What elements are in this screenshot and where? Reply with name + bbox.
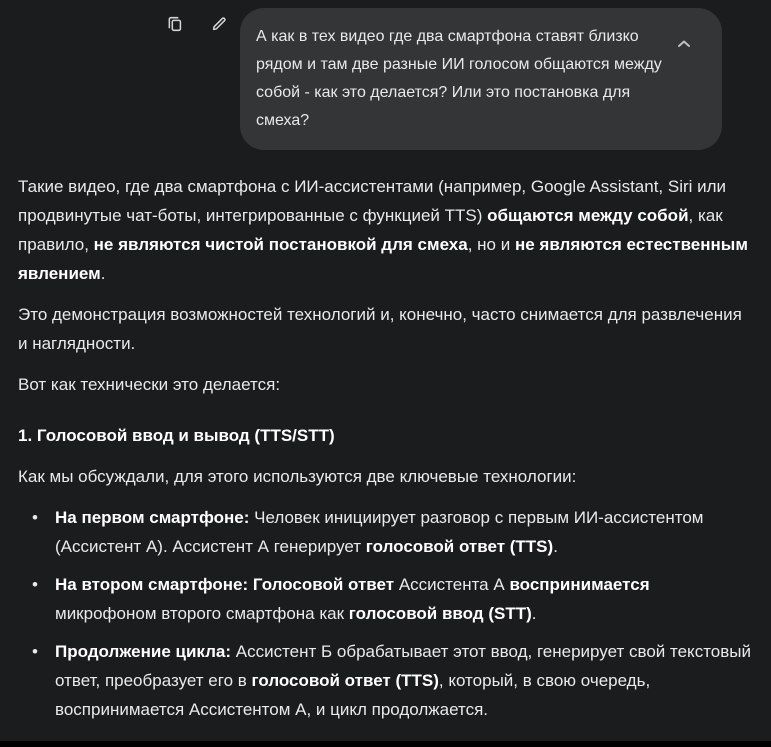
message-actions bbox=[162, 12, 232, 38]
bold-text: голосовой ответ (TTS) bbox=[251, 671, 439, 690]
bold-text: Продолжение цикла: bbox=[55, 642, 232, 661]
response-blocks bbox=[18, 172, 755, 724]
user-message-bubble bbox=[240, 8, 722, 150]
response-list bbox=[18, 503, 755, 724]
text: . bbox=[553, 537, 558, 556]
text: Человек инициирует разговор с первым ИИ-ассистентом (Ассистент А). Ассистент А генерирует bbox=[55, 508, 704, 556]
bold-text: На первом смартфоне: bbox=[55, 508, 250, 527]
edit-button[interactable] bbox=[206, 12, 232, 38]
bold-text: общаются между собой bbox=[487, 206, 689, 225]
bold-text: На втором смартфоне: Голосовой ответ bbox=[55, 575, 395, 594]
response-paragraph bbox=[18, 172, 755, 288]
assistant-response bbox=[18, 172, 755, 733]
text: . bbox=[531, 604, 537, 623]
text: . bbox=[100, 264, 106, 283]
section-heading bbox=[18, 421, 755, 450]
list-item bbox=[18, 503, 755, 561]
list-item bbox=[18, 637, 755, 724]
user-message-text: А как в тех видео где два смартфона ставят близко рядом и там две разные ИИ голосом общаются между собой - как это делается? Или это постановка для смеха? bbox=[256, 28, 662, 129]
bold-text: не являются естественным явлением bbox=[18, 235, 748, 283]
bold-text: воспринимается bbox=[509, 575, 650, 594]
text: , как правило, bbox=[18, 206, 723, 254]
collapse-button[interactable] bbox=[670, 30, 698, 58]
copy-icon bbox=[166, 15, 184, 36]
text: Ассистент Б обрабатывает этот ввод, генерирует свой текстовый ответ, преобразует его в bbox=[55, 642, 751, 690]
text: , но и bbox=[467, 235, 515, 254]
text: Такие видео, где два смартфона с ИИ-ассистентами (например, Google Assistant, Siri или продвинутые чат-боты, интегрированные с функцией TTS) bbox=[18, 177, 727, 225]
list-item bbox=[18, 570, 755, 628]
text: Как мы обсуждали, для этого используются две ключевые технологии: bbox=[18, 467, 577, 486]
text: 1. Голосовой ввод и вывод (TTS/STT) bbox=[18, 426, 335, 445]
bold-text: не являются чистой постановкой для смеха bbox=[93, 235, 468, 254]
text: Это демонстрация возможностей технологий и, конечно, часто снимается для развлечения и наглядности. bbox=[18, 305, 742, 353]
response-paragraph bbox=[18, 370, 755, 399]
pencil-icon bbox=[210, 15, 228, 36]
bottom-bar bbox=[0, 741, 771, 747]
response-paragraph bbox=[18, 462, 755, 491]
copy-button[interactable] bbox=[162, 12, 188, 38]
chevron-up-icon bbox=[677, 37, 691, 52]
text: микрофоном второго смартфона как bbox=[55, 604, 349, 623]
bold-text: голосовой ответ (TTS) bbox=[365, 537, 554, 556]
text: Ассистента А bbox=[394, 575, 510, 594]
bold-text: голосовой ввод (STT) bbox=[348, 604, 532, 623]
response-paragraph bbox=[18, 300, 755, 358]
text: , который, в свою очередь, воспринимается Ассистентом А, и цикл продолжается. bbox=[55, 671, 651, 719]
text: Вот как технически это делается: bbox=[18, 375, 281, 394]
